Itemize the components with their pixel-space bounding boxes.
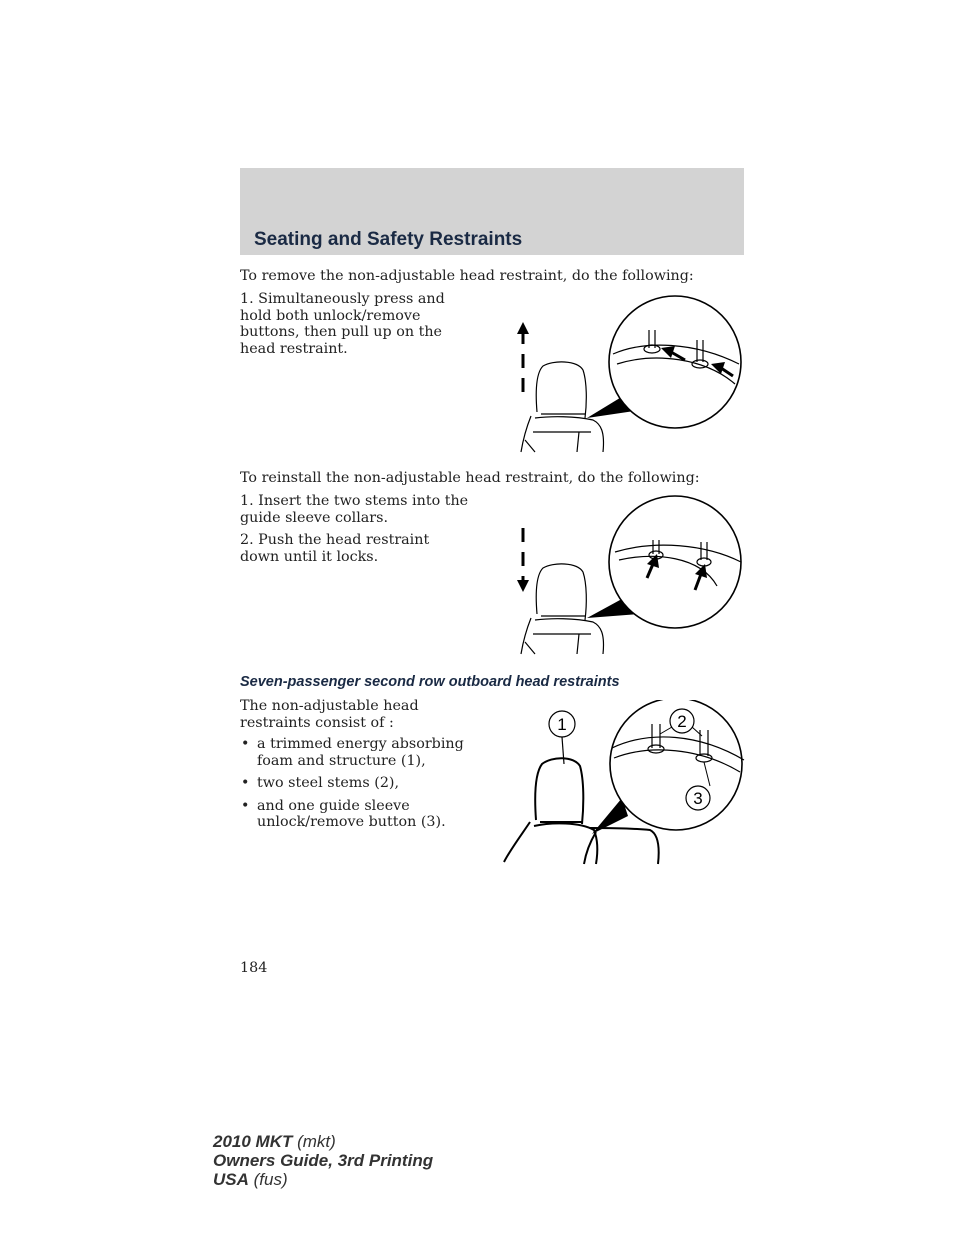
head-restraint-components-illustration <box>500 700 748 866</box>
footer-line-1 <box>213 1132 433 1151</box>
bullet-icon: • <box>241 797 250 814</box>
footer-region-code: (fus) <box>253 1170 288 1189</box>
footer-model: 2010 MKT <box>213 1132 293 1151</box>
reinstall-step-1: 1. Insert the two stems into the guide sleeve collars. <box>240 493 469 526</box>
svg-text:2: 2 <box>677 712 687 731</box>
remove-step-1: 1. Simultaneously press and hold both unlock/remove buttons, then pull up on the head restraint. <box>240 291 445 357</box>
remove-head-restraint-illustration <box>495 292 745 454</box>
reinstall-head-restraint-illustration <box>495 494 745 656</box>
reinstall-step-2: 2. Push the head restraint down until it locks. <box>240 532 430 565</box>
reinstall-intro: To reinstall the non-adjustable head restraint, do the following: <box>240 470 700 486</box>
callout-1 <box>549 711 575 764</box>
seven-passenger-intro: The non-adjustable head restraints consist of : <box>240 698 419 731</box>
list-item-text: two steel stems (2), <box>257 775 400 791</box>
footer-line-3 <box>213 1170 433 1189</box>
footer-region: USA <box>213 1170 249 1189</box>
list-item <box>240 775 495 792</box>
svg-text:1: 1 <box>557 715 567 734</box>
footer-line-2 <box>213 1151 433 1170</box>
document-footer <box>213 1132 433 1189</box>
list-item-text: and one guide sleeve unlock/remove button (3). <box>257 797 446 830</box>
component-list <box>240 736 495 837</box>
seat-drawing <box>521 362 604 452</box>
list-item <box>240 736 495 769</box>
seat-drawing <box>521 564 604 654</box>
page-number: 184 <box>240 960 268 976</box>
push-down-arrow-icon <box>517 528 529 592</box>
remove-intro: To remove the non-adjustable head restraint, do the following: <box>240 268 694 284</box>
detail-magnifier <box>609 296 741 428</box>
section-title: Seating and Safety Restraints <box>254 229 523 250</box>
bullet-icon: • <box>241 736 250 752</box>
seven-passenger-heading: Seven-passenger second row outboard head restraints <box>240 674 620 690</box>
footer-model-code: (mkt) <box>297 1132 336 1151</box>
list-item <box>240 798 495 831</box>
detail-magnifier <box>609 496 741 628</box>
footer-guide: Owners Guide, 3rd Printing <box>213 1151 434 1170</box>
bullet-icon: • <box>241 775 250 791</box>
svg-text:3: 3 <box>693 789 703 808</box>
pull-up-arrow-icon <box>517 322 529 392</box>
list-item-text: a trimmed energy absorbing foam and structure (1), <box>257 736 464 769</box>
